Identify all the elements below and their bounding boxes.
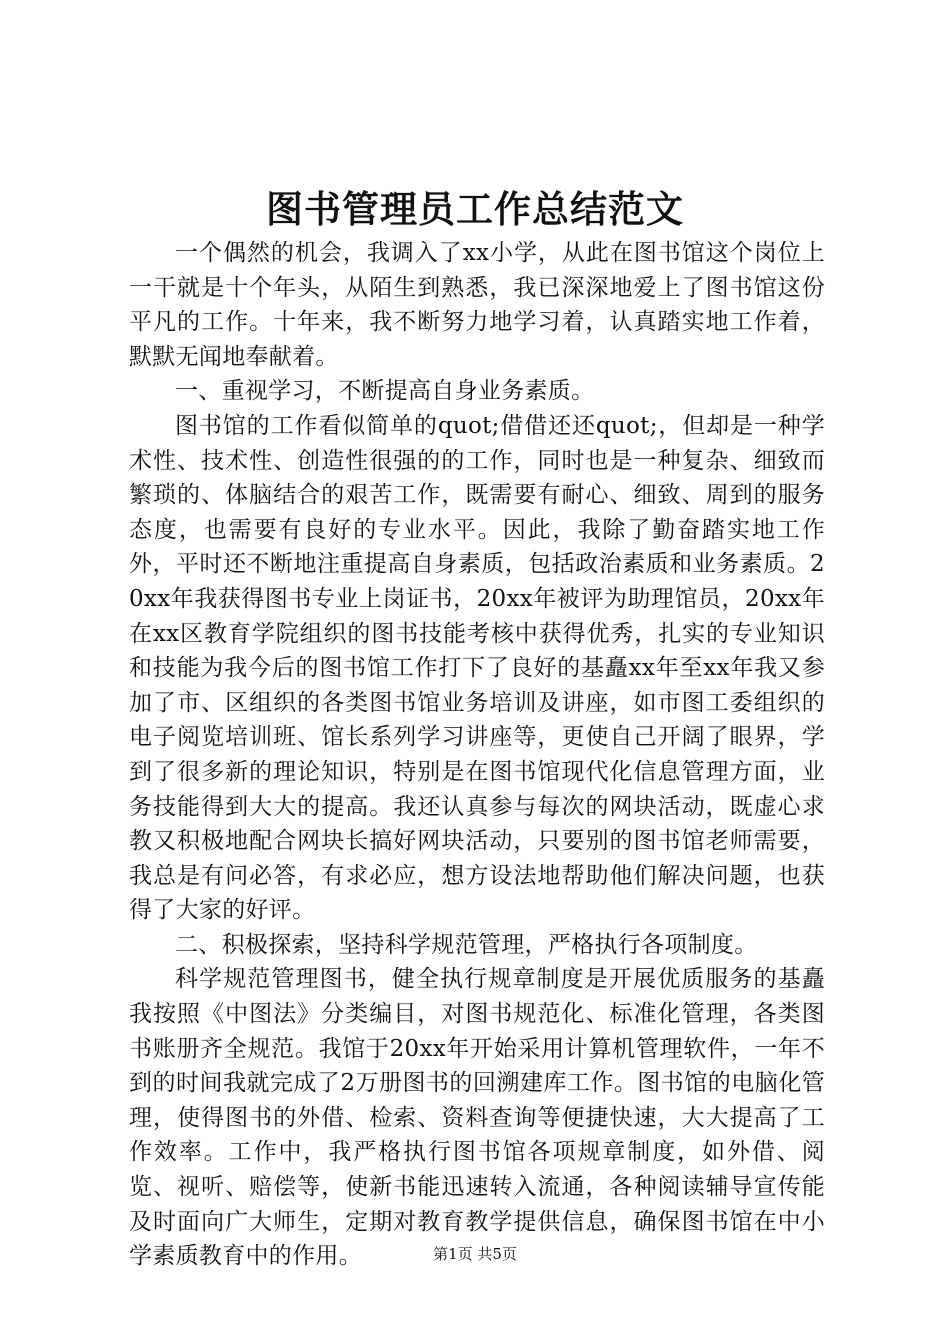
document-title: 图书管理员工作总结范文 xyxy=(266,187,684,231)
section-heading-2: 二、积极探索，坚持科学规范管理，严格执行各项制度。 xyxy=(175,931,758,958)
section-heading-1: 一、重视学习，不断提高自身业务素质。 xyxy=(175,378,595,405)
document-body xyxy=(129,236,825,1274)
paragraph-intro: 一个偶然的机会，我调入了xx小学，从此在图书馆这个岗位上一干就是十个年头，从陌生到熟悉，我已深深地爱上了图书馆这份平凡的工作。十年来，我不断努力地学习着，认真踏实地工作着，默默无闻地奉献着。 xyxy=(129,240,825,370)
paragraph-section-2: 科学规范管理图书，健全执行规章制度是开展优质服务的基矗我按照《中图法》分类编目，对图书规范化、标准化管理，各类图书账册齐全规范。我馆于20xx年开始采用计算机管理软件，一年不到的时间我就完成了2万册图书的回溯建库工作。图书馆的电脑化管理，使得图书的外借、检索、资料查询等便捷快速，大大提高了工作效率。工作中，我严格执行图书馆各项规章制度，如外借、阅览、视听、赔偿等，使新书能迅速转入流通，各种阅读辅导宣传能及时面向广大师生，定期对教育教学提供信息，确保图书馆在中小学素质教育中的作用。 xyxy=(129,966,825,1270)
page-number-footer: 第1页 共5页 xyxy=(433,1245,517,1263)
paragraph-section-1: 图书馆的工作看似简单的quot;借借还还quot;，但却是一种学术性、技术性、创造性很强的的工作，同时也是一种复杂、细致而繁琐的、体脑结合的艰苦工作，既需要有耐心、细致、周到的服务态度，也需要有良好的专业水平。因此，我除了勤奋踏实地工作外，平时还不断地注重提高自身素质，包括政治素质和业务素质。20xx年我获得图书专业上岗证书，20xx年被评为助理馆员，20xx年在xx区教育学院组织的图书技能考核中获得优秀，扎实的专业知识和技能为我今后的图书馆工作打下了良好的基矗xx年至xx年我又参加了市、区组织的各类图书馆业务培训及讲座，如市图工委组织的电子阅览培训班、馆长系列学习讲座等，更使自己开阔了眼界，学到了很多新的理论知识，特别是在图书馆现代化信息管理方面，业务技能得到大大的提高。我还认真参与每次的网块活动，既虚心求教又积极地配合网块长搞好网块活动，只要别的图书馆老师需要，我总是有问必答，有求必应，想方设法地帮助他们解决问题，也获得了大家的好评。 xyxy=(129,412,825,924)
